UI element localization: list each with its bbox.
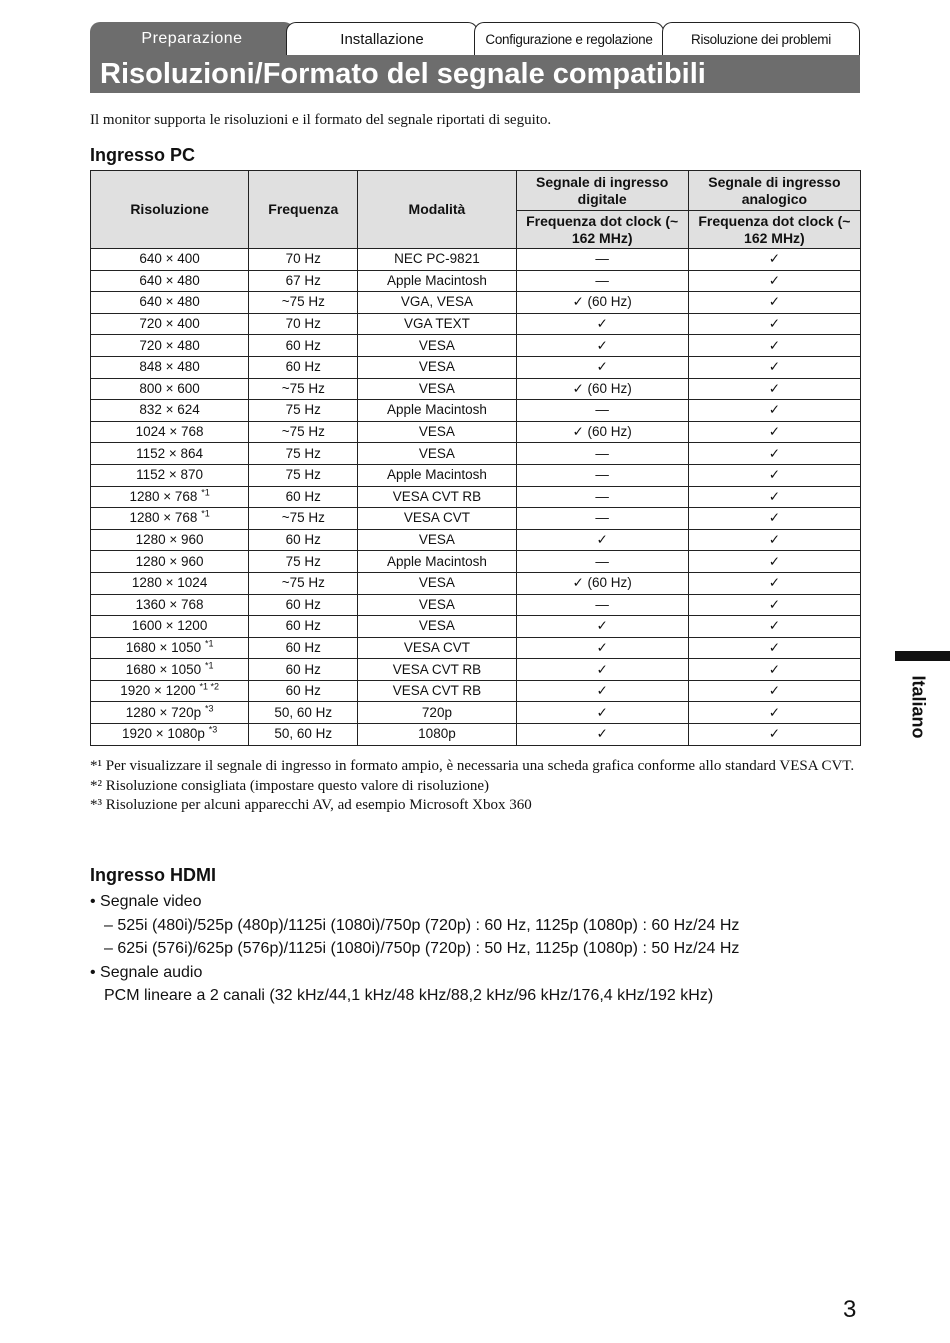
table-row: [91, 249, 861, 271]
cell-frequenza: [249, 572, 358, 594]
hdmi-audio-label: • Segnale audio: [90, 963, 203, 981]
cell-frequenza: [249, 313, 358, 335]
cell-modalita-text: Apple Macintosh: [387, 553, 487, 569]
cell-analogico-text: ✓: [768, 251, 781, 267]
tab-configurazione[interactable]: [474, 22, 664, 55]
cell-modalita-text: VESA: [418, 596, 455, 612]
cell-frequenza-text: 60 Hz: [285, 488, 321, 504]
section-tabs: [90, 22, 860, 56]
cell-modalita-text: VGA, VESA: [400, 294, 473, 310]
header-dot-clock-analogico: Frequenza dot clock (~ 162 MHz): [688, 211, 860, 249]
cell-risoluzione: [91, 659, 249, 681]
cell-digitale: [516, 551, 688, 573]
cell-frequenza: [249, 508, 358, 530]
table-row: [91, 659, 861, 681]
cell-modalita: [358, 724, 516, 746]
cell-frequenza: [249, 464, 358, 486]
cell-frequenza-text: 50, 60 Hz: [274, 704, 333, 720]
cell-risoluzione: [91, 529, 249, 551]
table-row: [91, 486, 861, 508]
table-row: [91, 292, 861, 314]
hdmi-audio-line: PCM lineare a 2 canali (32 kHz/44,1 kHz/48 kHz/88,2 kHz/96 kHz/176,4 kHz/192 kHz): [104, 987, 714, 1005]
cell-modalita: [358, 680, 516, 702]
cell-analogico-text: ✓: [768, 618, 781, 634]
cell-frequenza-text: 60 Hz: [285, 337, 321, 353]
cell-analogico-text: ✓: [768, 380, 781, 396]
cell-frequenza-text: 60 Hz: [285, 683, 321, 699]
hdmi-section: [90, 890, 739, 1008]
cell-digitale-text: ✓: [596, 661, 608, 677]
page-number: 3: [843, 1296, 857, 1323]
cell-risoluzione-text: 640 × 480: [139, 272, 200, 288]
cell-frequenza-text: 60 Hz: [285, 532, 321, 548]
cell-frequenza-text: 70 Hz: [285, 316, 321, 332]
cell-frequenza: [249, 292, 358, 314]
resolution-table: [90, 170, 861, 746]
cell-digitale-text: ✓: [596, 704, 608, 720]
cell-frequenza: [249, 724, 358, 746]
cell-analogico: [688, 486, 860, 508]
cell-frequenza: [249, 680, 358, 702]
cell-modalita: [358, 443, 516, 465]
cell-analogico-text: ✓: [768, 445, 781, 461]
cell-digitale: [516, 572, 688, 594]
cell-risoluzione-text: 1152 × 870: [136, 467, 204, 483]
cell-frequenza: [249, 659, 358, 681]
cell-risoluzione-text: 1280 × 1024: [131, 575, 208, 591]
cell-frequenza: [249, 443, 358, 465]
cell-risoluzione: [91, 616, 249, 638]
cell-digitale-text: —: [595, 251, 609, 267]
footnote-marker: *1: [201, 508, 210, 519]
cell-digitale: [516, 464, 688, 486]
table-row: [91, 270, 861, 292]
cell-digitale: [516, 378, 688, 400]
cell-digitale: [516, 659, 688, 681]
cell-risoluzione: [91, 551, 249, 573]
table-row: [91, 443, 861, 465]
cell-modalita-text: VESA: [418, 380, 455, 396]
cell-risoluzione: [91, 508, 249, 530]
cell-modalita: [358, 508, 516, 530]
intro-text: Il monitor supporta le risoluzioni e il formato del segnale riportati di seguito.: [90, 112, 552, 128]
cell-digitale-text: ✓: [596, 316, 608, 332]
cell-frequenza-text: 75 Hz: [285, 467, 321, 483]
cell-analogico: [688, 551, 860, 573]
cell-modalita: [358, 270, 516, 292]
cell-analogico: [688, 356, 860, 378]
cell-digitale-text: ✓: [596, 337, 608, 353]
cell-digitale-text: ✓ (60 Hz): [572, 294, 632, 310]
cell-digitale-text: —: [595, 553, 609, 569]
cell-analogico-text: ✓: [768, 424, 781, 440]
table-row: [91, 572, 861, 594]
cell-analogico: [688, 616, 860, 638]
cell-digitale: [516, 400, 688, 422]
cell-analogico: [688, 270, 860, 292]
cell-analogico: [688, 292, 860, 314]
tab-risoluzione-problemi[interactable]: [662, 22, 860, 55]
cell-risoluzione: [91, 313, 249, 335]
cell-frequenza-text: ~75 Hz: [281, 575, 325, 591]
cell-frequenza: [249, 486, 358, 508]
cell-digitale: [516, 529, 688, 551]
cell-risoluzione: [91, 702, 249, 724]
cell-digitale: [516, 637, 688, 659]
cell-analogico: [688, 249, 860, 271]
footnote-marker: *1 *2: [199, 681, 219, 692]
footnote-marker: *1: [204, 660, 214, 671]
cell-frequenza-text: 60 Hz: [285, 596, 321, 612]
cell-risoluzione-text: 1360 × 768: [135, 596, 204, 612]
language-label-text: Italiano: [908, 675, 929, 739]
language-tab-marker: [895, 651, 950, 661]
cell-modalita-text: VESA: [418, 337, 455, 353]
cell-frequenza-text: 75 Hz: [285, 402, 321, 418]
cell-digitale-text: ✓: [596, 683, 608, 699]
cell-modalita: [358, 486, 516, 508]
cell-analogico-text: ✓: [768, 532, 781, 548]
cell-analogico: [688, 508, 860, 530]
cell-analogico-text: ✓: [768, 488, 781, 504]
cell-frequenza: [249, 594, 358, 616]
cell-digitale: [516, 680, 688, 702]
cell-frequenza-text: ~75 Hz: [281, 380, 325, 396]
cell-digitale-text: ✓: [596, 359, 608, 375]
cell-risoluzione-text: 720 × 480: [139, 337, 200, 353]
cell-modalita-text: VESA: [418, 424, 455, 440]
cell-modalita-text: VESA CVT: [403, 639, 470, 655]
cell-modalita: [358, 637, 516, 659]
cell-modalita-text: 1080p: [418, 726, 456, 742]
header-analogico: Segnale di ingresso analogico: [688, 171, 860, 211]
cell-analogico: [688, 400, 860, 422]
cell-digitale: [516, 508, 688, 530]
cell-risoluzione: [91, 572, 249, 594]
header-risoluzione: Risoluzione: [91, 171, 249, 249]
cell-frequenza-text: 67 Hz: [285, 272, 321, 288]
table-row: [91, 616, 861, 638]
cell-analogico: [688, 464, 860, 486]
cell-modalita: [358, 400, 516, 422]
cell-digitale: [516, 313, 688, 335]
cell-analogico-text: ✓: [768, 272, 781, 288]
tab-label: Preparazione: [141, 30, 243, 47]
table-row: [91, 594, 861, 616]
cell-risoluzione: [91, 356, 249, 378]
cell-frequenza-text: 60 Hz: [285, 359, 321, 375]
cell-analogico-text: ✓: [768, 402, 781, 418]
cell-digitale: [516, 356, 688, 378]
cell-modalita: [358, 378, 516, 400]
cell-analogico-text: ✓: [768, 553, 781, 569]
cell-modalita: [358, 551, 516, 573]
cell-frequenza-text: 50, 60 Hz: [274, 726, 333, 742]
cell-modalita: [358, 702, 516, 724]
hdmi-heading: Ingresso HDMI: [90, 865, 217, 885]
cell-frequenza-text: ~75 Hz: [281, 294, 325, 310]
cell-digitale-text: ✓ (60 Hz): [572, 380, 632, 396]
footnotes: [90, 757, 860, 816]
cell-frequenza-text: 60 Hz: [285, 661, 321, 677]
cell-risoluzione: [91, 421, 249, 443]
cell-frequenza: [249, 249, 358, 271]
pc-heading: Ingresso PC: [90, 145, 196, 165]
cell-risoluzione: [91, 378, 249, 400]
table-row: [91, 356, 861, 378]
cell-digitale-text: —: [595, 402, 609, 418]
cell-modalita-text: VGA TEXT: [404, 316, 470, 332]
cell-modalita: [358, 616, 516, 638]
table-row: [91, 313, 861, 335]
cell-analogico: [688, 421, 860, 443]
cell-frequenza: [249, 702, 358, 724]
table-row: [91, 680, 861, 702]
cell-digitale: [516, 270, 688, 292]
cell-analogico: [688, 572, 860, 594]
cell-analogico-text: ✓: [768, 596, 781, 612]
page-title: Risoluzioni/Formato del segnale compatibili: [90, 55, 860, 93]
cell-analogico-text: ✓: [768, 661, 781, 677]
cell-digitale: [516, 421, 688, 443]
cell-modalita-text: VESA CVT RB: [392, 488, 482, 504]
footnote-marker: *1: [201, 487, 210, 498]
cell-digitale-text: —: [595, 445, 609, 461]
cell-digitale-text: ✓: [596, 532, 608, 548]
cell-frequenza: [249, 616, 358, 638]
cell-risoluzione-text: 720 × 400: [139, 316, 200, 332]
cell-analogico: [688, 529, 860, 551]
table-row: [91, 335, 861, 357]
cell-modalita: [358, 421, 516, 443]
cell-analogico-text: ✓: [768, 639, 781, 655]
table-row: [91, 400, 861, 422]
cell-analogico-text: ✓: [768, 467, 781, 483]
cell-risoluzione-text: 1280 × 768: [129, 488, 198, 504]
cell-analogico-text: ✓: [768, 726, 781, 742]
cell-risoluzione: [91, 270, 249, 292]
table-row: [91, 724, 861, 746]
cell-analogico: [688, 594, 860, 616]
cell-risoluzione-text: 848 × 480: [139, 359, 200, 375]
cell-modalita: [358, 529, 516, 551]
cell-risoluzione-text: 1024 × 768: [135, 424, 204, 440]
cell-digitale-text: —: [595, 488, 609, 504]
tab-label: Risoluzione dei problemi: [691, 31, 831, 47]
cell-analogico: [688, 659, 860, 681]
cell-risoluzione-text: 640 × 400: [139, 251, 200, 267]
cell-frequenza: [249, 551, 358, 573]
cell-frequenza: [249, 356, 358, 378]
cell-risoluzione-text: 1152 × 864: [136, 445, 204, 461]
cell-frequenza-text: 60 Hz: [285, 618, 321, 634]
footnote-2: *² Risoluzione consigliata (impostare questo valore di risoluzione): [90, 777, 489, 794]
table-row: [91, 702, 861, 724]
cell-digitale: [516, 702, 688, 724]
cell-digitale-text: ✓: [596, 639, 608, 655]
footnote-marker: *3: [208, 724, 218, 735]
cell-risoluzione-text: 1280 × 960: [135, 553, 204, 569]
cell-risoluzione: [91, 486, 249, 508]
cell-risoluzione-text: 1680 × 1050: [125, 639, 202, 655]
cell-modalita-text: Apple Macintosh: [387, 272, 487, 288]
table-row: [91, 421, 861, 443]
cell-analogico-text: ✓: [768, 704, 781, 720]
cell-digitale-text: ✓: [596, 618, 608, 634]
cell-frequenza-text: ~75 Hz: [281, 510, 325, 526]
cell-modalita-text: VESA: [418, 532, 455, 548]
cell-risoluzione-text: 800 × 600: [139, 380, 200, 396]
table-row: [91, 378, 861, 400]
cell-frequenza-text: 75 Hz: [285, 445, 321, 461]
cell-modalita: [358, 313, 516, 335]
cell-modalita-text: VESA: [418, 445, 455, 461]
tab-label: Installazione: [340, 30, 424, 48]
cell-analogico-text: ✓: [768, 359, 781, 375]
cell-frequenza-text: 60 Hz: [285, 639, 321, 655]
cell-digitale-text: —: [595, 467, 609, 483]
cell-modalita: [358, 572, 516, 594]
cell-risoluzione: [91, 443, 249, 465]
cell-analogico: [688, 702, 860, 724]
cell-digitale: [516, 249, 688, 271]
tab-installazione[interactable]: [286, 22, 478, 55]
cell-modalita-text: VESA CVT RB: [392, 683, 482, 699]
cell-digitale-text: ✓ (60 Hz): [572, 575, 632, 591]
cell-modalita-text: VESA: [418, 575, 455, 591]
footnote-marker: *3: [204, 703, 214, 714]
cell-frequenza-text: 70 Hz: [285, 251, 321, 267]
header-dot-clock-digitale: Frequenza dot clock (~ 162 MHz): [516, 211, 688, 249]
cell-analogico: [688, 335, 860, 357]
cell-analogico-text: ✓: [768, 294, 781, 310]
header-frequenza: Frequenza: [249, 171, 358, 249]
header-digitale: Segnale di ingresso digitale: [516, 171, 688, 211]
cell-frequenza: [249, 270, 358, 292]
cell-modalita: [358, 659, 516, 681]
cell-analogico-text: ✓: [768, 575, 781, 591]
cell-frequenza-text: ~75 Hz: [281, 424, 325, 440]
cell-digitale: [516, 335, 688, 357]
cell-risoluzione-text: 1920 × 1200: [120, 683, 196, 699]
cell-modalita: [358, 594, 516, 616]
cell-risoluzione: [91, 292, 249, 314]
table-row: [91, 551, 861, 573]
cell-frequenza: [249, 529, 358, 551]
cell-digitale: [516, 486, 688, 508]
cell-modalita-text: Apple Macintosh: [387, 402, 487, 418]
cell-analogico: [688, 637, 860, 659]
table-row: [91, 508, 861, 530]
cell-digitale-text: ✓: [596, 726, 608, 742]
footnote-marker: *1: [204, 638, 214, 649]
cell-digitale: [516, 724, 688, 746]
cell-digitale: [516, 616, 688, 638]
cell-risoluzione: [91, 249, 249, 271]
hdmi-video-line-1: – 525i (480i)/525p (480p)/1125i (1080i)/750p (720p) : 60 Hz, 1125p (1080p) : 60 Hz/24 Hz: [104, 916, 740, 934]
cell-risoluzione: [91, 464, 249, 486]
cell-risoluzione: [91, 680, 249, 702]
footnote-1: *¹ Per visualizzare il segnale di ingresso in formato ampio, è necessaria una scheda grafica conforme allo standard VESA CVT.: [90, 758, 855, 774]
cell-modalita: [358, 335, 516, 357]
cell-modalita-text: VESA: [418, 359, 455, 375]
cell-risoluzione-text: 640 × 480: [139, 294, 200, 310]
footnote-3: *³ Risoluzione per alcuni apparecchi AV, ad esempio Microsoft Xbox 360: [90, 797, 532, 813]
cell-risoluzione: [91, 594, 249, 616]
cell-digitale-text: —: [595, 272, 609, 288]
cell-frequenza: [249, 335, 358, 357]
cell-analogico: [688, 724, 860, 746]
cell-risoluzione: [91, 400, 249, 422]
cell-risoluzione-text: 832 × 624: [139, 402, 200, 418]
cell-modalita: [358, 464, 516, 486]
tab-label: Configurazione e regolazione: [485, 31, 653, 47]
cell-digitale: [516, 443, 688, 465]
tab-preparazione[interactable]: [90, 22, 294, 55]
table-row: [91, 637, 861, 659]
cell-frequenza-text: 75 Hz: [285, 553, 321, 569]
cell-modalita-text: VESA: [418, 618, 455, 634]
cell-analogico: [688, 378, 860, 400]
cell-risoluzione: [91, 335, 249, 357]
cell-modalita-text: NEC PC-9821: [394, 251, 480, 267]
cell-digitale: [516, 594, 688, 616]
cell-digitale-text: —: [595, 596, 609, 612]
cell-risoluzione-text: 1280 × 960: [135, 532, 204, 548]
cell-digitale-text: —: [595, 510, 609, 526]
cell-analogico-text: ✓: [768, 337, 781, 353]
cell-modalita-text: VESA CVT: [403, 510, 470, 526]
cell-digitale: [516, 292, 688, 314]
cell-risoluzione: [91, 724, 249, 746]
header-modalita: Modalità: [358, 171, 516, 249]
cell-modalita: [358, 249, 516, 271]
cell-analogico-text: ✓: [768, 510, 781, 526]
hdmi-video-line-2: – 625i (576i)/625p (576p)/1125i (1080i)/750p (720p) : 50 Hz, 1125p (1080p) : 50 Hz/24 Hz: [104, 940, 740, 958]
cell-risoluzione-text: 1680 × 1050: [125, 661, 202, 677]
cell-risoluzione-text: 1920 × 1080p: [121, 726, 205, 742]
cell-digitale-text: ✓ (60 Hz): [572, 424, 632, 440]
cell-modalita-text: VESA CVT RB: [392, 661, 482, 677]
cell-analogico: [688, 443, 860, 465]
cell-risoluzione-text: 1280 × 768: [129, 510, 198, 526]
cell-modalita: [358, 356, 516, 378]
cell-modalita: [358, 292, 516, 314]
language-label: [906, 672, 930, 742]
table-row: [91, 464, 861, 486]
cell-analogico-text: ✓: [768, 316, 781, 332]
table-row: [91, 529, 861, 551]
cell-frequenza: [249, 637, 358, 659]
cell-analogico: [688, 680, 860, 702]
hdmi-video-label: • Segnale video: [90, 893, 202, 910]
cell-analogico: [688, 313, 860, 335]
cell-frequenza: [249, 421, 358, 443]
cell-analogico-text: ✓: [768, 683, 781, 699]
cell-frequenza: [249, 400, 358, 422]
cell-modalita-text: Apple Macintosh: [387, 467, 487, 483]
cell-risoluzione-text: 1600 × 1200: [131, 618, 208, 634]
cell-risoluzione: [91, 637, 249, 659]
cell-frequenza: [249, 378, 358, 400]
cell-risoluzione-text: 1280 × 720p: [125, 704, 202, 720]
cell-modalita-text: 720p: [421, 704, 452, 720]
